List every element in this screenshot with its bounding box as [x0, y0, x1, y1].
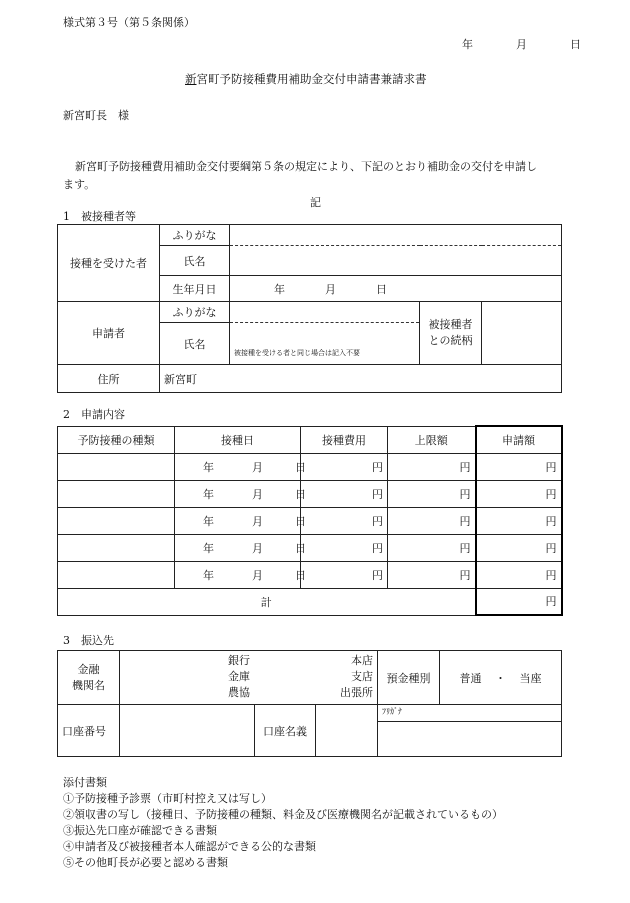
amount-cell[interactable]: 円	[476, 561, 562, 588]
deposit-type-field[interactable]	[440, 651, 562, 705]
cost-cell[interactable]: 円	[301, 534, 388, 561]
table-row	[58, 453, 562, 480]
shinko-option: 金庫	[228, 670, 250, 683]
attachment-item: ④申請者及び被接種者本人確認ができる公的な書類	[63, 840, 316, 853]
section1-heading: 1 被接種者等	[63, 210, 136, 223]
shuchojo-option: 出張所	[340, 686, 373, 699]
address-value: 新宮町	[164, 372, 197, 386]
account-number-label: 口座番号	[58, 705, 120, 757]
institution-types	[228, 653, 250, 701]
birth-day: 日	[376, 282, 387, 296]
dot-separator: ・	[495, 671, 506, 685]
attachments-heading: 添付書類	[63, 776, 107, 789]
cost-cell[interactable]: 円	[301, 507, 388, 534]
recipient-name-label: 氏名	[160, 246, 230, 276]
vaccine-type-cell[interactable]	[58, 534, 175, 561]
institution-field[interactable]	[120, 651, 378, 705]
relation-line-2: との続柄	[428, 334, 473, 347]
amount-cell[interactable]: 円	[476, 507, 562, 534]
date-year: 年	[462, 38, 473, 51]
row-year: 年	[203, 487, 214, 501]
row-month: 月	[252, 541, 263, 555]
title-rest: 宮町予防接種費用補助金交付申請書兼請求書	[196, 72, 427, 86]
honten-option: 本店	[351, 654, 373, 667]
institution-label	[58, 651, 120, 705]
account-number-field[interactable]	[120, 705, 255, 757]
table-row	[58, 480, 562, 507]
applicant-label: 申請者	[58, 302, 160, 365]
limit-cell[interactable]: 円	[388, 507, 476, 534]
amount-cell[interactable]: 円	[476, 534, 562, 561]
row-year: 年	[203, 541, 214, 555]
date-day: 日	[570, 38, 581, 51]
section3-heading: 3 振込先	[63, 634, 114, 647]
form-number: 様式第３号（第５条関係）	[63, 16, 195, 29]
applicant-name-field[interactable]	[230, 323, 420, 365]
table-row	[58, 534, 562, 561]
relation-line-1: 被接種者	[428, 318, 473, 331]
limit-cell[interactable]: 円	[388, 561, 476, 588]
recipient-name-field[interactable]	[230, 246, 562, 276]
row-day: 日	[295, 541, 306, 555]
applicant-name-label: 氏名	[160, 323, 230, 365]
kana-row[interactable]	[378, 705, 561, 722]
body-line-1: 新宮町予防接種費用補助金交付要綱第５条の規定により、下記のとおり補助金の交付を申請し	[75, 160, 537, 173]
header-vaccine-type: 予防接種の種類	[58, 426, 175, 453]
address-field[interactable]	[160, 365, 562, 393]
row-day: 日	[295, 460, 306, 474]
nokyo-option: 農協	[228, 686, 250, 699]
row-year: 年	[203, 568, 214, 582]
attachment-item: ③振込先口座が確認できる書類	[63, 824, 217, 837]
header-limit: 上限額	[388, 426, 476, 453]
recipient-furigana-label: ふりがな	[160, 225, 230, 246]
bank-table	[57, 650, 562, 757]
shiten-option: 支店	[351, 670, 373, 683]
vaccine-type-cell[interactable]	[58, 507, 175, 534]
row-year: 年	[203, 514, 214, 528]
row-year: 年	[203, 460, 214, 474]
relation-label	[420, 302, 482, 365]
bank-option: 銀行	[228, 654, 250, 667]
ki-mark: 記	[310, 196, 321, 209]
limit-cell[interactable]: 円	[388, 453, 476, 480]
birth-year: 年	[274, 282, 285, 296]
amount-cell[interactable]: 円	[476, 453, 562, 480]
vaccine-type-cell[interactable]	[58, 480, 175, 507]
total-label: 計	[58, 588, 476, 615]
row-day: 日	[295, 514, 306, 528]
row-day: 日	[295, 487, 306, 501]
same-note: 被接種を受ける者と同じ場合は記入不要	[234, 349, 360, 357]
attachments	[63, 775, 503, 871]
relation-field[interactable]	[482, 302, 562, 365]
addressee: 新宮町長 様	[63, 109, 129, 122]
vaccine-type-cell[interactable]	[58, 561, 175, 588]
cost-cell[interactable]: 円	[301, 480, 388, 507]
address-label: 住所	[58, 365, 160, 393]
row-month: 月	[252, 460, 263, 474]
recipient-label: 接種を受けた者	[58, 225, 160, 302]
futsu-option[interactable]: 普通	[459, 671, 482, 685]
date-line	[462, 36, 581, 52]
total-amount-cell[interactable]: 円	[476, 588, 562, 615]
table-row	[58, 507, 562, 534]
section2-heading: 2 申請内容	[63, 408, 125, 421]
header-cost: 接種費用	[301, 426, 388, 453]
deposit-type-label: 預金種別	[378, 651, 440, 705]
attachment-item: ②領収書の写し（接種日、予防接種の種類、料金及び医療機関名が記載されているもの）	[63, 808, 503, 821]
cost-cell[interactable]: 円	[301, 561, 388, 588]
date-cell[interactable]	[175, 534, 306, 561]
institution-line-2: 機関名	[72, 678, 105, 692]
page-title	[185, 71, 427, 87]
account-name-field[interactable]	[378, 705, 562, 757]
header-date: 接種日	[175, 426, 301, 453]
account-name-label: 口座名義	[255, 705, 316, 756]
birthdate-label: 生年月日	[160, 276, 230, 302]
total-row	[58, 588, 562, 615]
birth-month: 月	[325, 282, 336, 296]
birthdate-field[interactable]	[230, 276, 562, 302]
body-line-2: ます。	[63, 178, 96, 191]
applicant-furigana-label: ふりがな	[160, 302, 230, 323]
row-day: 日	[295, 568, 306, 582]
vaccine-type-cell[interactable]	[58, 453, 175, 480]
attachment-item: ①予防接種予診票（市町村控え又は写し）	[63, 792, 272, 805]
limit-cell[interactable]: 円	[388, 480, 476, 507]
row-month: 月	[252, 514, 263, 528]
applicant-furigana-field[interactable]	[230, 302, 420, 323]
account-name-label-cell	[255, 705, 378, 757]
attachment-item: ⑤その他町長が必要と認める書類	[63, 856, 228, 869]
date-cell[interactable]	[175, 507, 306, 534]
recipient-table	[57, 224, 562, 393]
row-month: 月	[252, 487, 263, 501]
date-cell[interactable]	[175, 453, 306, 480]
date-cell[interactable]	[175, 561, 306, 588]
header-amount: 申請額	[476, 426, 562, 453]
title-first-char: 新	[185, 72, 197, 86]
date-month: 月	[516, 38, 527, 51]
date-cell[interactable]	[175, 480, 306, 507]
kana-label: ﾌﾘｶﾞﾅ	[382, 707, 402, 716]
branch-types	[340, 653, 373, 701]
limit-cell[interactable]: 円	[388, 534, 476, 561]
row-month: 月	[252, 568, 263, 582]
amount-cell[interactable]: 円	[476, 480, 562, 507]
application-table	[57, 425, 563, 616]
cost-cell[interactable]: 円	[301, 453, 388, 480]
table-row	[58, 561, 562, 588]
recipient-furigana-field[interactable]	[230, 225, 562, 246]
institution-line-1: 金融	[77, 662, 100, 676]
toza-option[interactable]: 当座	[519, 671, 542, 685]
